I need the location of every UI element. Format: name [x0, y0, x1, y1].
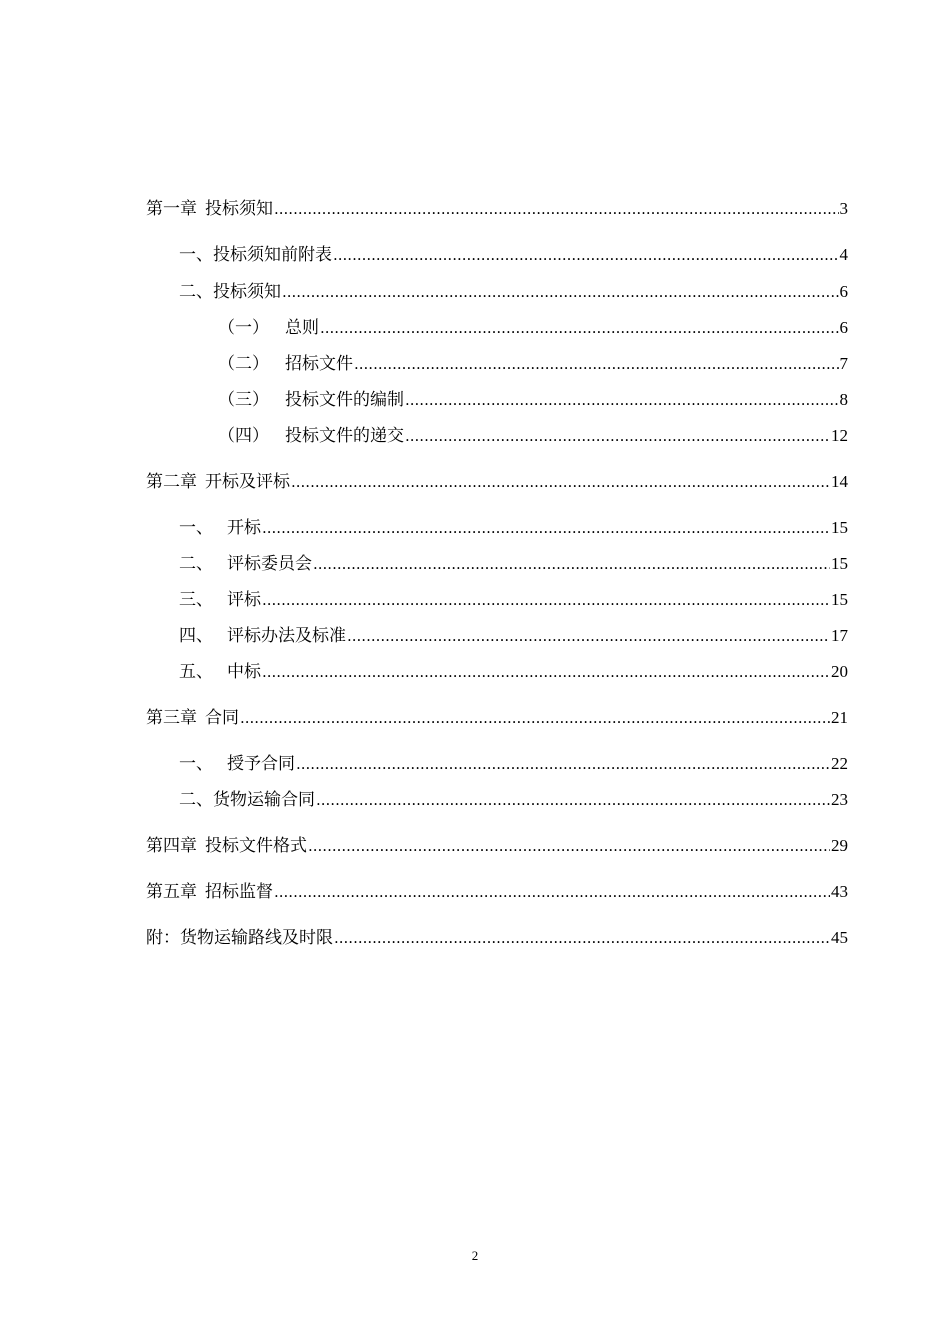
toc-chapter-number: 第三章 [146, 708, 197, 728]
toc-entry-1-2-1[interactable] [146, 316, 848, 340]
toc-entry-number: 二、 [179, 554, 213, 574]
toc-entry-chapter-5[interactable] [146, 880, 848, 904]
toc-page-number: 43 [831, 882, 848, 901]
toc-entry-title: 投标须知 [205, 199, 273, 219]
toc-entry-chapter-2[interactable] [146, 470, 848, 494]
toc-entry-title: 招标文件 [285, 354, 353, 374]
toc-entry-2-3[interactable] [146, 588, 848, 612]
toc-page-number: 20 [831, 662, 848, 681]
toc-page-number: 8 [839, 390, 848, 409]
toc-entry-number: （一） [218, 318, 269, 338]
toc-entry-number: （四） [218, 426, 269, 446]
toc-entry-1-2-2[interactable] [146, 352, 848, 376]
toc-entry-3-1[interactable] [146, 752, 848, 776]
toc-entry-title: 开标及评标 [205, 472, 290, 492]
toc-entry-title: 投标文件格式 [205, 836, 307, 856]
toc-entry-chapter-1[interactable] [146, 197, 848, 221]
toc-entry-title: 一、投标须知前附表 [179, 245, 332, 265]
toc-entry-3-2[interactable] [146, 788, 848, 812]
toc-entry-title: 投标文件的递交 [285, 426, 404, 446]
toc-chapter-number: 第一章 [146, 199, 197, 219]
toc-entry-title: 评标办法及标准 [227, 626, 346, 646]
toc-entry-2-1[interactable] [146, 516, 848, 540]
toc-entry-1-2[interactable] [146, 280, 848, 304]
toc-page-number: 15 [831, 590, 848, 609]
toc-entry-1-1[interactable] [146, 243, 848, 267]
toc-entry-title: 评标 [227, 590, 261, 610]
toc-chapter-number: 第二章 [146, 472, 197, 492]
toc-page-number: 45 [831, 928, 848, 947]
toc-entry-title: 合同 [205, 708, 239, 728]
toc-entry-title: 评标委员会 [227, 554, 312, 574]
toc-entry-number: 四、 [179, 626, 213, 646]
toc-page-number: 21 [831, 708, 848, 727]
toc-page-number: 15 [831, 554, 848, 573]
toc-page-number: 14 [831, 472, 848, 491]
table-of-contents [146, 197, 848, 950]
toc-entry-title: 二、投标须知 [179, 282, 281, 302]
toc-page-number: 6 [839, 318, 848, 337]
page-footer-number: 2 [471, 1248, 479, 1263]
toc-page-number: 7 [839, 354, 848, 373]
toc-entry-1-2-3[interactable] [146, 388, 848, 412]
toc-entry-number: （三） [218, 390, 269, 410]
toc-page-number: 3 [839, 199, 848, 218]
toc-entry-2-4[interactable] [146, 624, 848, 648]
toc-entry-title: 招标监督 [205, 882, 273, 902]
toc-entry-appendix[interactable] [146, 926, 848, 950]
toc-page-number: 15 [831, 518, 848, 537]
toc-chapter-number: 第四章 [146, 836, 197, 856]
toc-page-number: 17 [831, 626, 848, 645]
toc-page-number: 22 [831, 754, 848, 773]
toc-entry-title: 投标文件的编制 [285, 390, 404, 410]
toc-entry-number: 一、 [179, 518, 213, 538]
toc-chapter-number: 第五章 [146, 882, 197, 902]
toc-entry-title: 授予合同 [227, 754, 295, 774]
toc-entry-2-2[interactable] [146, 552, 848, 576]
toc-entry-title: 附：货物运输路线及时限 [146, 928, 333, 948]
toc-page-number: 12 [831, 426, 848, 445]
toc-entry-title: 总则 [285, 318, 319, 338]
toc-entry-number: 五、 [179, 662, 213, 682]
toc-entry-chapter-4[interactable] [146, 834, 848, 858]
toc-entry-title: 开标 [227, 518, 261, 538]
toc-entry-chapter-3[interactable] [146, 706, 848, 730]
toc-entry-2-5[interactable] [146, 660, 848, 684]
toc-page-number: 6 [839, 282, 848, 301]
toc-entry-number: （二） [218, 354, 269, 374]
toc-page-number: 29 [831, 836, 848, 855]
toc-entry-1-2-4[interactable] [146, 424, 848, 448]
toc-page-number: 23 [831, 790, 848, 809]
toc-entry-number: 三、 [179, 590, 213, 610]
toc-entry-title: 二、货物运输合同 [179, 790, 315, 810]
toc-page-number: 4 [839, 245, 848, 264]
toc-entry-number: 一、 [179, 754, 213, 774]
toc-entry-title: 中标 [227, 662, 261, 682]
